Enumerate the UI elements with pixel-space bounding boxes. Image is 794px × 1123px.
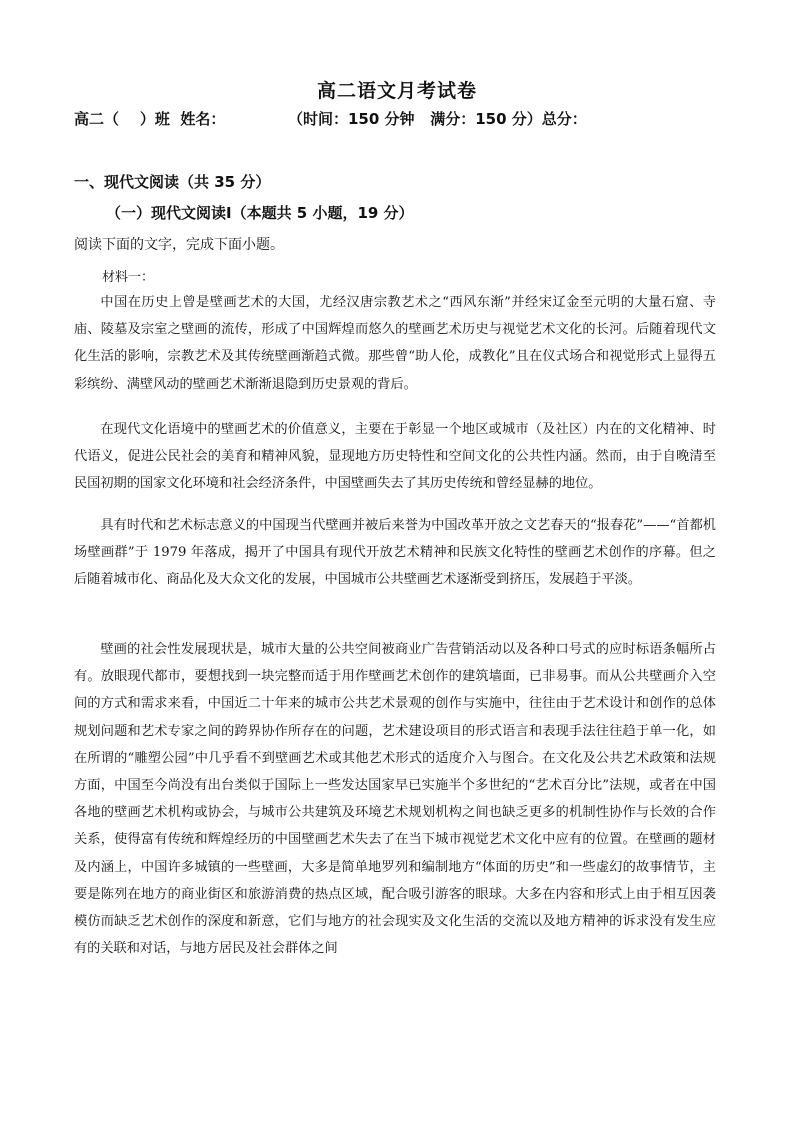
paragraph: 在现代文化语境中的壁画艺术的价值意义，主要在于彰显一个地区或城市（及社区）内在的文化精神、时代语义，促进公民社会的美育和精神风貌，显现地方历史特性和空间文化的公共性内涵。然而，由于自晚清至民国初期的国家文化环境和社会经济条件，中国壁画失去了其历史传统和曾经显赫的地位。 <box>74 422 716 492</box>
subsection-heading: （一）现代文阅读Ⅰ（本题共 5 小题，19 分） <box>106 204 414 222</box>
paragraph: 中国在历史上曾是壁画艺术的大国，尤经汉唐宗教艺术之“西风东渐”并经宋辽金至元明的大量石窟、寺庙、陵墓及宗室之壁画的流传，形成了中国辉煌而悠久的壁画艺术历史与视觉艺术文化的长河。后随着现代文化生活的影响，宗教艺术及其传统壁画渐趋式微。那些曾“助人伦，成教化”且在仪式场合和视觉形式上显得五彩缤纷、满壁风动的壁画艺术渐渐退隐到历史景观的背后。 <box>74 295 716 392</box>
material-label: 材料一： <box>102 270 155 285</box>
paragraph: 具有时代和艺术标志意义的中国现当代壁画并被后来誉为中国改革开放之文艺春天的“报春花”——“首都机场壁画群”于 1979 年落成，揭开了中国具有现代开放艺术精神和民族文化特性的壁画艺术创作的序幕。但之后随着城市化、商品化及大众文化的发展，中国城市公共壁画艺术逐渐受到挤压，发展趋于平淡。 <box>74 518 716 588</box>
exam-title: 高二语文月考试卷 <box>316 80 477 102</box>
paragraph: 壁画的社会性发展现状是，城市大量的公共空间被商业广告营销活动以及各种口号式的应时标语条幅所占有。放眼现代都市，要想找到一块完整而适于用作壁画艺术创作的建筑墙面，已非易事。而从公共壁画介入空间的方式和需求来看，中国近二十年来的城市公共艺术景观的创作与实施中，往往由于艺术设计和创作的总体规划问题和艺术专家之间的跨界协作所存在的问题，艺术建设项目的形式语言和表现手法往往趋于单一化，如在所谓的“雕塑公园”中几乎看不到壁画艺术或其他艺术形式的适度介入与图合。在文化及公共艺术政策和法规方面，中国至今尚没有出台类似于国际上一些发达国家早已实施半个多世纪的“艺术百分比”法规，或者在中国各地的壁画艺术机构或协会，与城市公共建筑及环境艺术规划机构之间也缺乏更多的机制性协作与长效的合作关系，使得富有传统和辉煌经历的中国壁画艺术失去了在当下城市视觉艺术文化中应有的位置。在壁画的题材及内涵上，中国许多城镇的一些壁画，大多是简单地罗列和编制地方“体面的历史”和一些虚幻的故事情节，主要是陈列在地方的商业街区和旅游消费的热点区域，配合吸引游客的眼球。大多在内容和形式上由于相互因袭模仿而缺乏艺术创作的深度和新意，它们与地方的社会现实及文化生活的交流以及地方精神的诉求没有发生应有的关联和对话，与地方居民及社会群体之间 <box>74 642 716 957</box>
reading-instruction: 阅读下面的文字，完成下面小题。 <box>74 237 284 253</box>
section-heading: 一、现代文阅读（共 35 分） <box>74 173 271 191</box>
student-info-line: 高二（ ）班 姓名： （时间：150 分钟 满分：150 分）总分： <box>74 110 587 128</box>
